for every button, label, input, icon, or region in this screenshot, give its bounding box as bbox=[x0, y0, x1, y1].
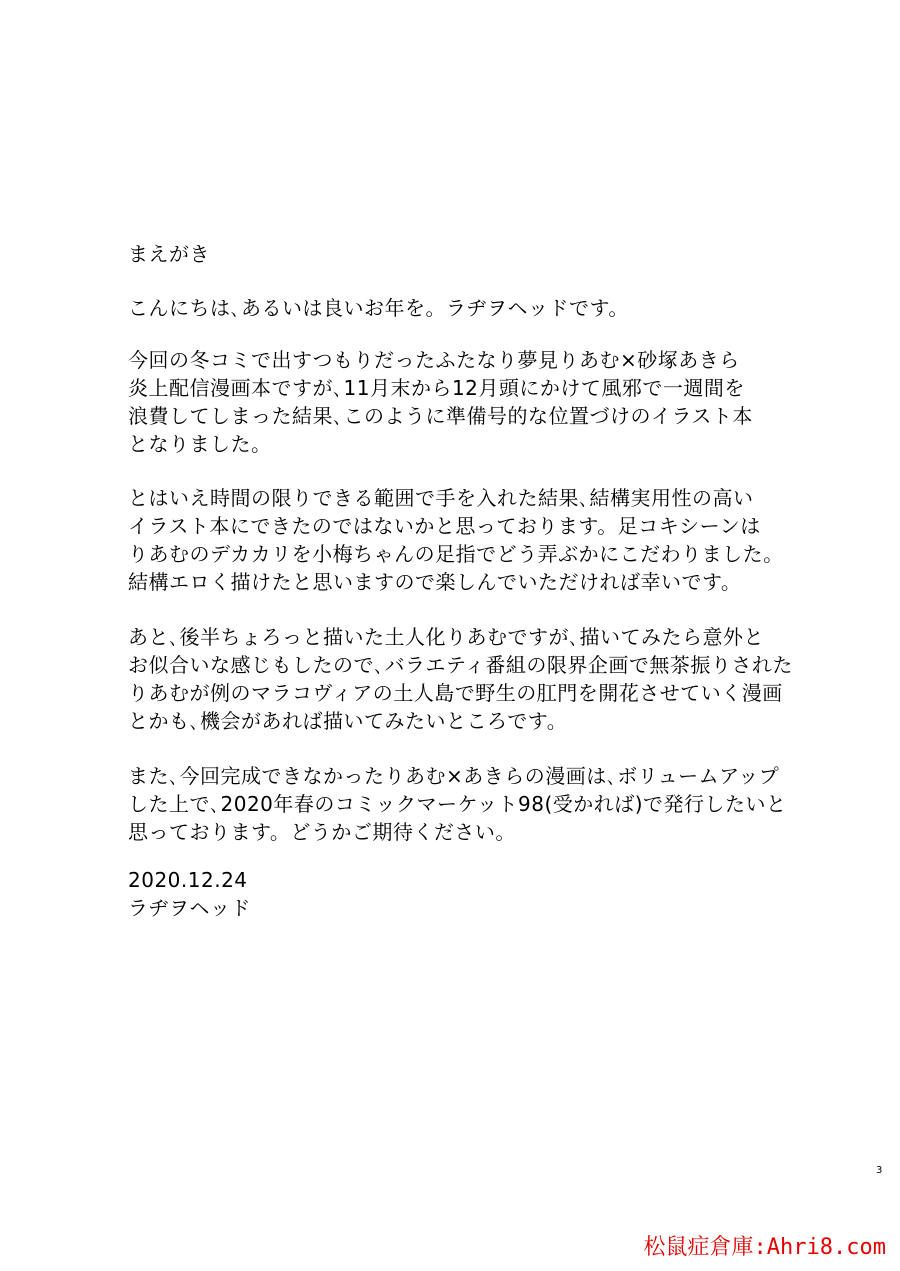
paragraph-3 bbox=[128, 623, 793, 735]
preface-heading bbox=[128, 240, 210, 268]
greeting-text: こんにちは､あるいは良いお年を。ラヂヲヘッドです。 bbox=[128, 296, 629, 320]
signature-line bbox=[128, 894, 251, 922]
paragraph-line: 浪費してしまった結果､このように準備号的な位置づけのイラスト本 bbox=[128, 404, 753, 428]
paragraph-line: した上で､2020年春のコミックマーケット98(受かれば)で発行したいと bbox=[128, 792, 787, 816]
site-watermark: 松鼠症倉庫:Ahri8.com bbox=[643, 1235, 886, 1260]
paragraph-line: 今回の冬コミで出すつもりだったふたなり夢見りあむ×砂塚あきら bbox=[128, 348, 740, 372]
paragraph-line: 結構エロく描けたと思いますので楽しんでいただければ幸いです。 bbox=[128, 570, 742, 594]
paragraph-line: りあむが例のマラコヴィアの土人島で野生の肛門を開花させていく漫画 bbox=[128, 681, 783, 705]
paragraph-line: となりました。 bbox=[128, 432, 272, 456]
paragraph-line: また､今回完成できなかったりあむ×あきらの漫画は､ボリュームアップ bbox=[128, 764, 780, 788]
greeting-paragraph bbox=[128, 294, 629, 322]
paragraph-line: とかも､機会があれば描いてみたいところです。 bbox=[128, 709, 568, 733]
paragraph-4 bbox=[128, 762, 787, 846]
signature-text: ラヂヲヘッド bbox=[128, 896, 251, 920]
date-line bbox=[128, 866, 248, 894]
paragraph-line: 炎上配信漫画本ですが､11月末から12月頭にかけて風邪で一週間を bbox=[128, 376, 745, 400]
paragraph-line: 思っております。どうかご期待ください。 bbox=[128, 820, 516, 844]
page-number: 3 bbox=[876, 1165, 883, 1176]
paragraph-1 bbox=[128, 346, 753, 458]
paragraph-2 bbox=[128, 484, 784, 596]
paragraph-line: イラスト本にできたのではないかと思っております。足コキシーンは bbox=[128, 514, 761, 538]
paragraph-line: あと､後半ちょろっと描いた土人化りあむですが､描いてみたら意外と bbox=[128, 625, 764, 649]
heading-text: まえがき bbox=[128, 242, 210, 266]
paragraph-line: とはいえ時間の限りできる範囲で手を入れた結果､結構実用性の高い bbox=[128, 486, 754, 510]
date-text: 2020.12.24 bbox=[128, 868, 248, 892]
paragraph-line: お似合いな感じもしたので､バラエティ番組の限界企画で無茶振りされた bbox=[128, 653, 793, 677]
paragraph-line: りあむのデカカリを小梅ちゃんの足指でどう弄ぶかにこだわりました。 bbox=[128, 542, 784, 566]
